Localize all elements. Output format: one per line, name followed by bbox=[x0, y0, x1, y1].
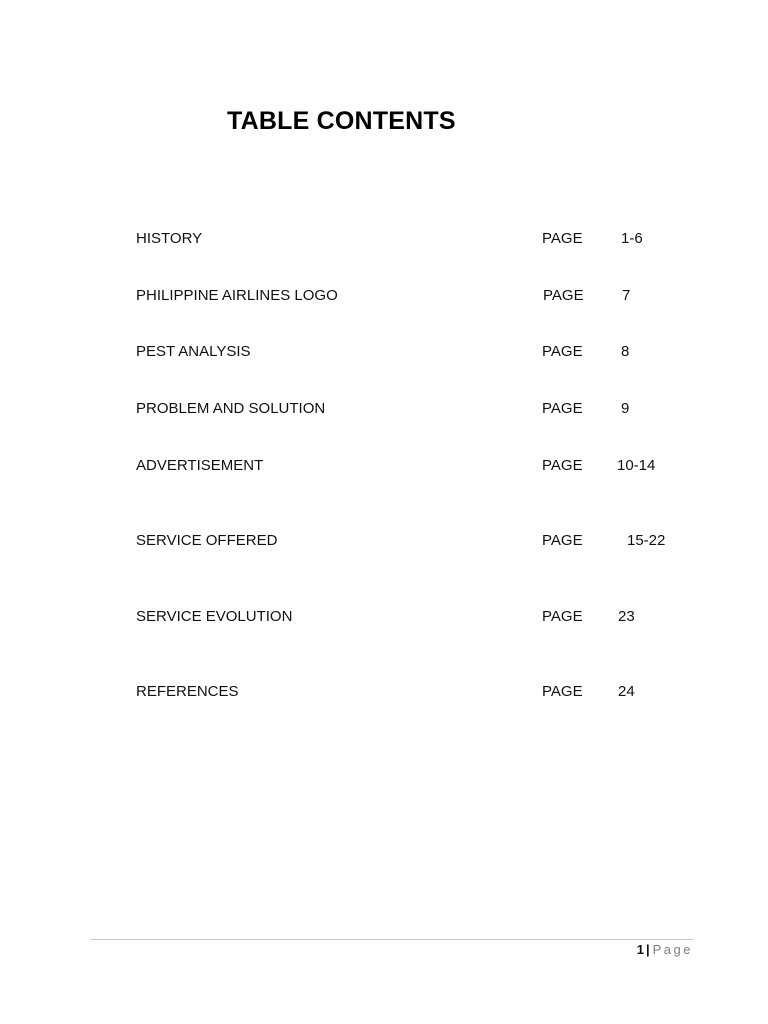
toc-entry-label: HISTORY bbox=[136, 230, 203, 247]
toc-entry-label: REFERENCES bbox=[136, 683, 239, 700]
toc-entry-label: PROBLEM AND SOLUTION bbox=[136, 400, 326, 417]
footer-divider bbox=[90, 939, 694, 940]
toc-entry-page-word: PAGE bbox=[542, 608, 583, 625]
toc-entry-page-number: 15-22 bbox=[627, 532, 666, 549]
toc-entry-service-offered bbox=[0, 531, 768, 551]
footer-page-number: 1 bbox=[636, 942, 644, 957]
toc-entry-page-word: PAGE bbox=[542, 400, 583, 417]
toc-entry-pest-analysis bbox=[0, 342, 768, 362]
toc-entry-service-evolution bbox=[0, 607, 768, 627]
toc-entry-page-word: PAGE bbox=[542, 683, 583, 700]
toc-entry-page-number: 24 bbox=[618, 683, 635, 700]
toc-entry-label: PEST ANALYSIS bbox=[136, 343, 251, 360]
toc-entry-page-word: PAGE bbox=[543, 287, 584, 304]
toc-entry-label: SERVICE EVOLUTION bbox=[136, 608, 293, 625]
toc-entry-page-word: PAGE bbox=[542, 532, 583, 549]
footer-page-word: Page bbox=[652, 942, 693, 957]
footer-separator: | bbox=[645, 942, 650, 957]
page-footer bbox=[637, 941, 693, 959]
toc-entry-advertisement bbox=[0, 456, 768, 476]
toc-entry-page-number: 23 bbox=[618, 608, 635, 625]
toc-entry-page-word: PAGE bbox=[542, 230, 583, 247]
toc-entry-history bbox=[0, 229, 768, 249]
toc-entry-page-number: 8 bbox=[621, 343, 630, 360]
toc-entry-label: SERVICE OFFERED bbox=[136, 532, 278, 549]
toc-entry-problem-and-solution bbox=[0, 399, 768, 419]
toc-entry-page-number: 9 bbox=[621, 400, 630, 417]
toc-entry-references bbox=[0, 682, 768, 702]
toc-entry-page-word: PAGE bbox=[542, 457, 583, 474]
toc-entry-philippine-airlines-logo bbox=[0, 286, 768, 306]
toc-entry-page-number: 7 bbox=[622, 287, 631, 304]
toc-entry-label: ADVERTISEMENT bbox=[136, 457, 264, 474]
toc-entry-page-word: PAGE bbox=[542, 343, 583, 360]
toc-title: TABLE CONTENTS bbox=[227, 107, 456, 135]
toc-entry-label: PHILIPPINE AIRLINES LOGO bbox=[136, 287, 338, 304]
toc-entry-page-number: 1-6 bbox=[621, 230, 643, 247]
toc-entry-page-number: 10-14 bbox=[617, 457, 656, 474]
